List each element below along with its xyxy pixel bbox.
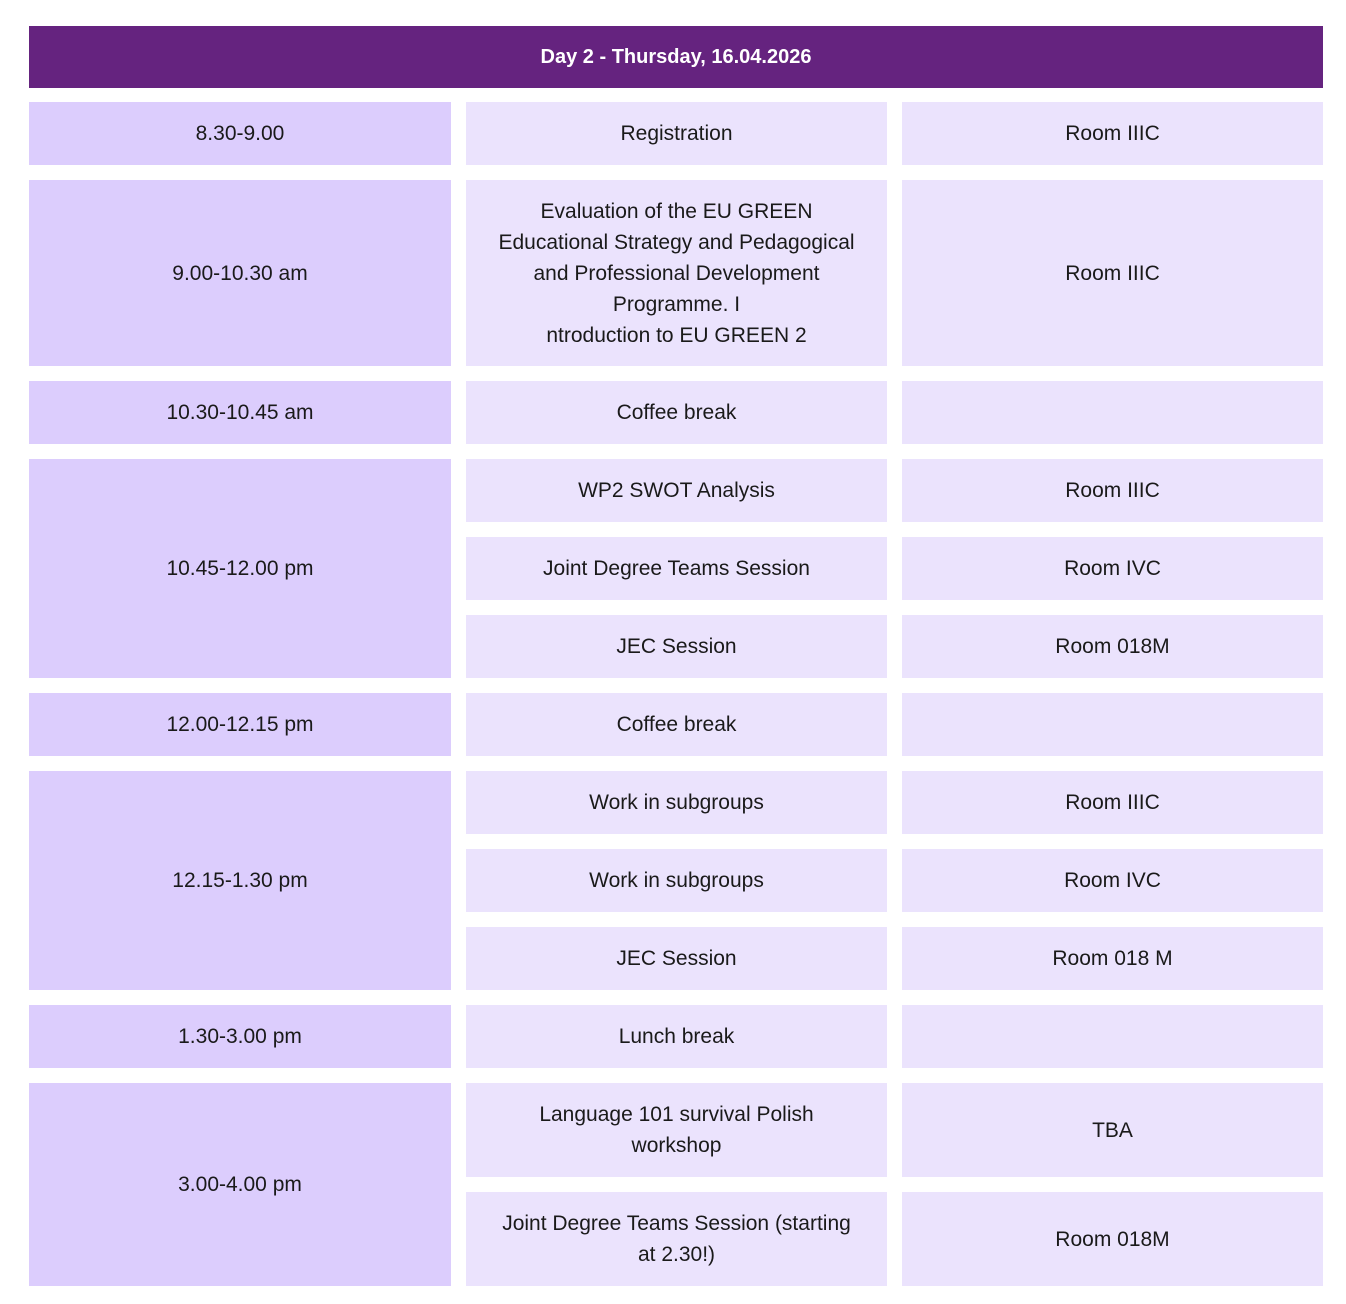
session-title-line: ntroduction to EU GREEN 2 [546, 323, 807, 347]
session-title-line: Educational Strategy and Pedagogical [498, 230, 855, 254]
session-room: Room IIIC [902, 459, 1323, 522]
session-title [466, 1192, 887, 1286]
session-room: TBA [902, 1083, 1323, 1177]
session-title: Coffee break [466, 381, 887, 444]
session-title: Registration [466, 102, 887, 165]
session-room: Room 018M [902, 615, 1323, 678]
session-room: Room IIIC [902, 771, 1323, 834]
session-title-line: and Professional Development [533, 261, 820, 285]
session-title: JEC Session [466, 615, 887, 678]
time-slot: 8.30-9.00 [29, 102, 451, 165]
time-slot: 10.30-10.45 am [29, 381, 451, 444]
schedule-table [29, 102, 1323, 1286]
session-room [902, 693, 1323, 756]
session-room: Room IVC [902, 537, 1323, 600]
session-title [466, 1083, 887, 1177]
session-room: Room IIIC [902, 102, 1323, 165]
time-slot: 10.45-12.00 pm [29, 459, 451, 678]
session-room: Room IVC [902, 849, 1323, 912]
session-title: Work in subgroups [466, 849, 887, 912]
session-title-line: at 2.30!) [637, 1243, 716, 1266]
session-title-line: Programme. I [612, 292, 741, 316]
session-title: Coffee break [466, 693, 887, 756]
day-header [29, 26, 1323, 88]
session-room: Room IIIC [902, 180, 1323, 366]
time-slot: 1.30-3.00 pm [29, 1005, 451, 1068]
session-title: Joint Degree Teams Session [466, 537, 887, 600]
time-slot: 12.15-1.30 pm [29, 771, 451, 990]
session-title-line: workshop [631, 1134, 722, 1157]
session-title-line: Joint Degree Teams Session (starting [502, 1212, 851, 1235]
session-title-line: Evaluation of the EU GREEN [540, 199, 813, 223]
session-room [902, 381, 1323, 444]
session-title [466, 180, 887, 366]
time-slot: 3.00-4.00 pm [29, 1083, 451, 1286]
session-title: Work in subgroups [466, 771, 887, 834]
time-slot: 12.00-12.15 pm [29, 693, 451, 756]
time-slot: 9.00-10.30 am [29, 180, 451, 366]
session-title: WP2 SWOT Analysis [466, 459, 887, 522]
session-room: Room 018M [902, 1192, 1323, 1286]
day-title: Day 2 - Thursday, 16.04.2026 [540, 45, 812, 68]
session-title: JEC Session [466, 927, 887, 990]
session-room [902, 1005, 1323, 1068]
session-title-line: Language 101 survival Polish [539, 1103, 814, 1126]
session-room: Room 018 M [902, 927, 1323, 990]
session-title: Lunch break [466, 1005, 887, 1068]
